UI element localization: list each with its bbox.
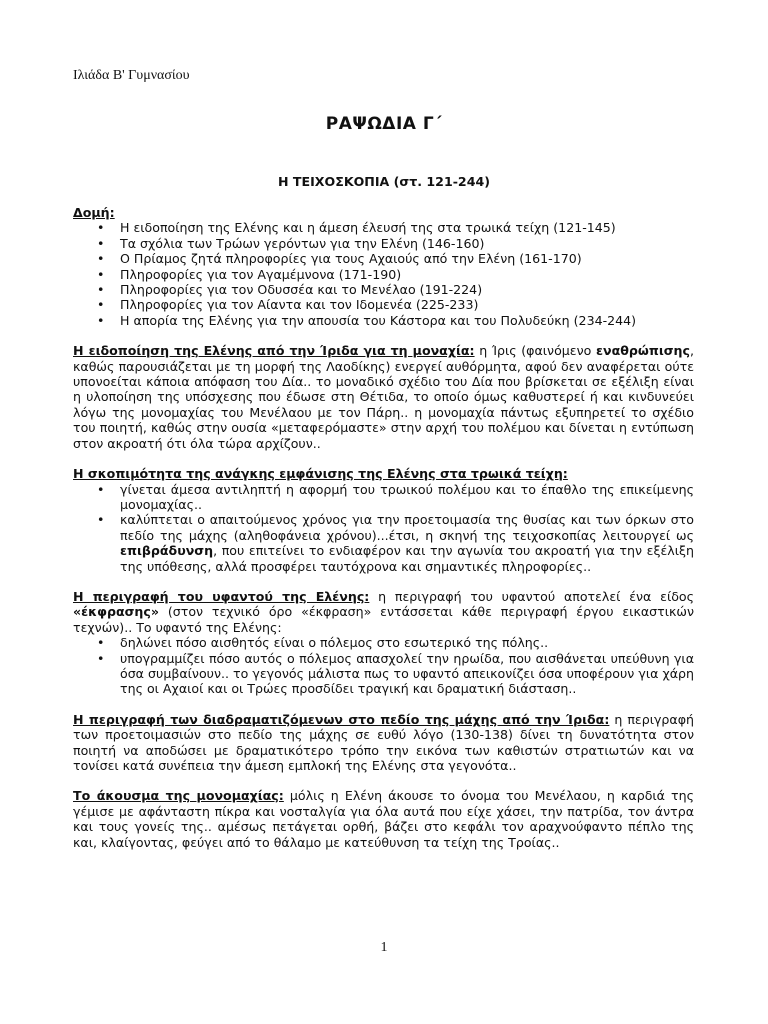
page-subtitle: Η ΤΕΙΧΟΣΚΟΠΙΑ (στ. 121-244) <box>278 174 490 189</box>
list-item <box>73 651 694 697</box>
list-item <box>73 297 694 312</box>
list-item-text: γίνεται άμεσα αντιληπτή η αφορμή του τρωικού πολέμου και το έπαθλο της επικείμενης μονομαχίας.. <box>120 481 694 512</box>
emphasis-term: εναθρώπισης <box>596 343 690 359</box>
running-header: Ιλιάδα Β' Γυμνασίου <box>73 68 190 83</box>
list-item-text: , που επιτείνει το ενδιαφέρον και την αγωνία του ακροατή για την εξέλιξη της υπόθεσης, αλλά προσφέρει ταυτόχρονα και σημαντικές πληροφορίες.. <box>120 543 694 574</box>
list-item-text: Τα σχόλια των Τρώων γερόντων για την Ελένη (146-160) <box>120 235 485 251</box>
page-number: 1 <box>380 940 388 955</box>
bullet-icon: • <box>97 266 105 282</box>
bullet-icon: • <box>97 235 105 251</box>
tapestry-section <box>73 589 694 697</box>
list-item <box>73 512 694 574</box>
list-item <box>73 282 694 297</box>
paragraph-text: , καθώς παρουσιάζεται με τη μορφή της Λαοδίκης) ενεργεί αυθόρμητα, αφού δεν αναφέρεται ούτε υπονοείται κάποια απόφαση του Δία.. το μοναδικό σχέδιο του Δία που βρίσκεται σε εξέλιξη είναι η υλοποίηση της υπόσχεσης που έδωσε στη Θέτιδα, το οποίο όμως καθυστερεί ή και κινδυνεύει λόγω της μονομαχίας του Μενέλαου με τον Πάρη.. η μονομαχία πάντως εξυπηρετεί το σχέδιο του ποιητή, καθώς στην ουσία «μεταφερόμαστε» στην αρχή του πολέμου και δίνεται η εντύπωση στον ακροατή ότι όλα τώρα αρχίζουν.. <box>73 343 694 451</box>
emphasis-term: «έκφρασης» <box>73 604 159 620</box>
list-item-text: Πληροφορίες για τον Οδυσσέα και το Μενέλαο (191-224) <box>120 282 483 298</box>
structure-section <box>73 205 694 328</box>
list-item <box>73 482 694 513</box>
list-item-text: καλύπτεται ο απαιτούμενος χρόνος για την προετοιμασία της θυσίας και των όρκων στο πεδίο της μάχης (αληθοφάνεια χρόνου)...έτσι, η σκηνή της τειχοσκοπίας λειτουργεί ως <box>120 512 694 543</box>
bullet-icon: • <box>97 635 105 651</box>
paragraph-text: (στον τεχνικό όρο «έκφραση» εντάσσεται κάθε περιγραφή έργου εικαστικών τεχνών).. Το υφαντό της Ελένης: <box>73 604 694 635</box>
list-item <box>73 267 694 282</box>
bullet-icon: • <box>97 251 105 267</box>
list-item-text: Ο Πρίαμος ζητά πληροφορίες για τους Αχαιούς από την Ελένη (161-170) <box>120 251 582 267</box>
structure-list <box>73 220 694 328</box>
iris-notice-section <box>73 343 694 451</box>
page-title: ΡΑΨΩΔΙΑ Γ΄ <box>325 114 443 134</box>
paragraph-text: η περιγραφή των προετοιμασιών στο πεδίο της μάχης σε ευθύ λόγο (130-138) δίνει τη δυνατότητα στον ποιητή να αποδώσει με δραματικότερο τρόπο την εικόνα των καθιστών στρατιωτών και να τονίσει κατά συνέπεια την άμεση εμπλοκή της Ελένης στα γεγονότα.. <box>73 711 694 773</box>
section-heading: Το άκουσμα της μονομαχίας: <box>73 788 284 804</box>
purpose-list <box>73 482 694 574</box>
list-item <box>73 220 694 235</box>
list-item-text: δηλώνει πόσο αισθητός είναι ο πόλεμος στο εσωτερικό της πόλης.. <box>120 635 549 651</box>
list-item <box>73 251 694 266</box>
paragraph-text: η περιγραφή του υφαντού αποτελεί ένα είδος <box>369 588 695 604</box>
section-heading: Η ειδοποίηση της Ελένης από την Ίριδα για τη μοναχία: <box>73 343 475 359</box>
list-item <box>73 236 694 251</box>
list-item-text: Πληροφορίες για τον Αίαντα και τον Ιδομενέα (225-233) <box>120 297 479 313</box>
bullet-icon: • <box>97 650 105 666</box>
list-item-text: Η ειδοποίηση της Ελένης και η άμεση έλευσή της στα τρωικά τείχη (121-145) <box>120 220 616 236</box>
section-heading: Η περιγραφή του υφαντού της Ελένης: <box>73 588 370 604</box>
list-item-text: υπογραμμίζει πόσο αυτός ο πόλεμος απασχολεί την ηρωίδα, που αισθάνεται υπεύθυνη για όσα συμβαίνουν.. το γεγονός μάλιστα πως το υφαντό απεικονίζει όσα υποφέρουν για χάρη της οι Αχαιοί και οι Τρώες προσδίδει τραγική και δραματική διάσταση.. <box>120 650 694 697</box>
bullet-icon: • <box>97 282 105 298</box>
section-heading: Η περιγραφή των διαδραματιζόμενων στο πεδίο της μάχης από την Ίριδα: <box>73 711 610 727</box>
battlefield-section <box>73 712 694 774</box>
bullet-icon: • <box>97 220 105 236</box>
purpose-section <box>73 466 694 574</box>
bullet-icon: • <box>97 312 105 328</box>
bullet-icon: • <box>97 297 105 313</box>
document-body <box>73 205 694 850</box>
structure-heading: Δομή: <box>73 205 115 220</box>
emphasis-term: επιβράδυνση <box>120 543 214 559</box>
list-item <box>73 313 694 328</box>
duel-news-section <box>73 788 694 850</box>
list-item-text: Η απορία της Ελένης για την απουσία του Κάστορα και του Πολυδεύκη (234-244) <box>120 312 637 328</box>
bullet-icon: • <box>97 481 105 497</box>
section-heading: Η σκοπιμότητα της ανάγκης εμφάνισης της Ελένης στα τρωικά τείχη: <box>73 466 568 482</box>
bullet-icon: • <box>97 512 105 528</box>
list-item <box>73 635 694 650</box>
paragraph-text: η Ίρις (φαινόμενο <box>474 343 596 359</box>
section-intro <box>73 589 694 635</box>
list-item-text: Πληροφορίες για τον Αγαμέμνονα (171-190) <box>120 266 402 282</box>
tapestry-list <box>73 635 694 697</box>
paragraph-text: μόλις η Ελένη άκουσε το όνομα του Μενέλαου, η καρδιά της γέμισε με αφάνταστη πίκρα και νοσταλγία για όλα αυτά που είχε χάσει, την πατρίδα, τον άντρα και τους γονείς της.. αμέσως πετάγεται ορθή, βάζει στο κεφάλι τον αραχνούφαντο πέπλο της και, κλαίγοντας, φεύγει από το θάλαμο με κατεύθυνση τα τείχη της Τροίας.. <box>73 788 695 850</box>
